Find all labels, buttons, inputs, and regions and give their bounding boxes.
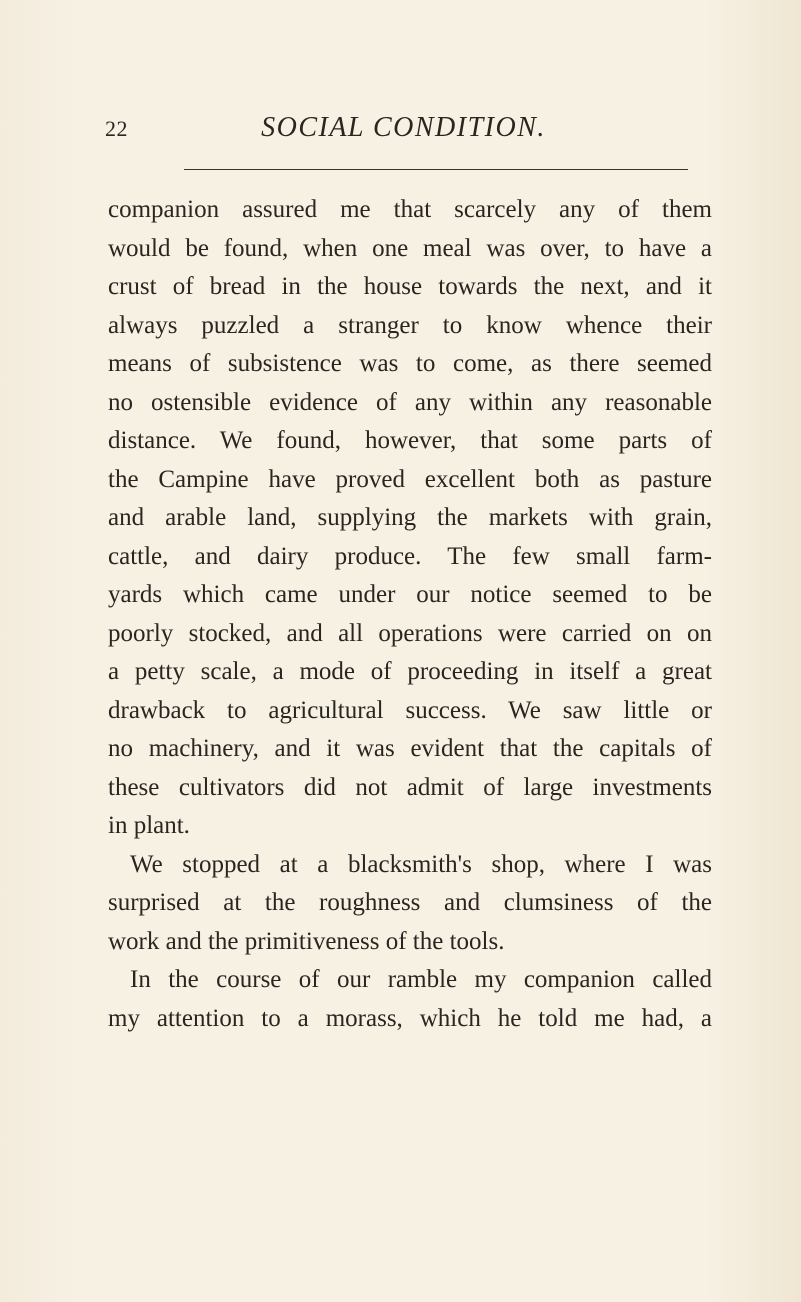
text-line: and arable land, supplying the markets with grain, <box>108 504 712 531</box>
text-line: surprised at the roughness and clumsiness of the <box>108 889 712 916</box>
text-line: means of subsistence was to come, as there seemed <box>108 350 712 377</box>
text-line: a petty scale, a mode of proceeding in itself a great <box>108 658 712 685</box>
text-line: no ostensible evidence of any within any reasonable <box>108 388 712 416</box>
text-line: drawback to agricultural success. We saw little or <box>108 696 712 724</box>
text-line: no machinery, and it was evident that the capitals of <box>108 735 712 762</box>
page-number: 22 <box>105 116 128 141</box>
text-line: poorly stocked, and all operations were carried on on <box>108 619 712 647</box>
running-head: SOCIAL CONDITION. <box>261 112 546 143</box>
text-line: distance. We found, however, that some parts of <box>108 427 712 454</box>
paragraph-start-line: We stopped at a blacksmith's shop, where I was <box>130 850 712 878</box>
text-line: yards which came under our notice seemed to be <box>108 581 712 608</box>
paragraph-end-line: in plant. <box>108 812 190 839</box>
text-line: the Campine have proved excellent both as pasture <box>108 465 712 493</box>
text-line: crust of bread in the house towards the next, and it <box>108 273 712 300</box>
header-rule <box>184 169 688 170</box>
paragraph-start-line: In the course of our ramble my companion called <box>130 966 712 993</box>
text-line: always puzzled a stranger to know whence their <box>108 311 712 339</box>
body-text <box>108 191 712 1038</box>
paragraph-end-line: work and the primitiveness of the tools. <box>108 927 505 955</box>
text-line: companion assured me that scarcely any of them <box>108 196 712 223</box>
text-line: cattle, and dairy produce. The few small farm- <box>108 542 712 570</box>
text-line: these cultivators did not admit of large investments <box>108 773 712 801</box>
text-line: would be found, when one meal was over, to have a <box>108 234 712 262</box>
text-line: my attention to a morass, which he told me had, a <box>108 1004 712 1032</box>
